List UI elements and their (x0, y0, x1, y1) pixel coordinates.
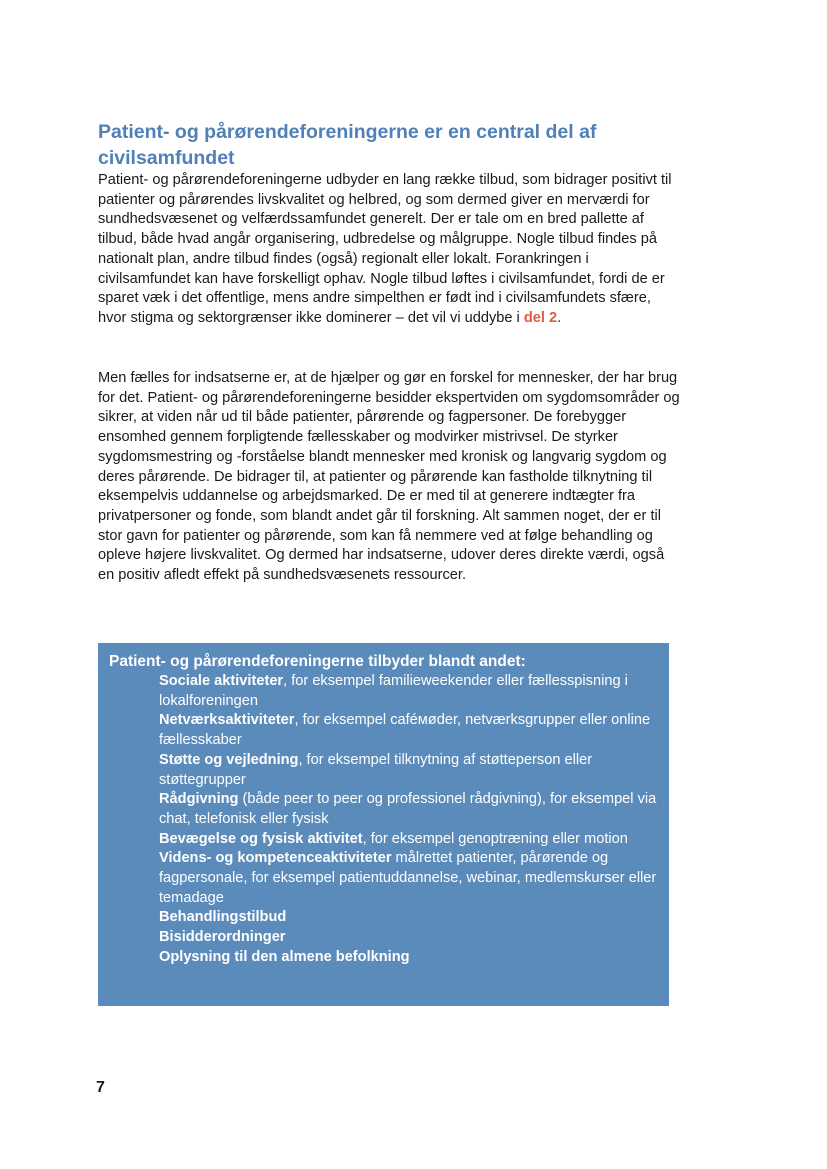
offer-item-title: Bevægelse og fysisk aktivitet (159, 830, 363, 847)
intro-paragraph-end: . (557, 309, 562, 326)
offer-item-title: Behandlingstilbud (159, 909, 287, 926)
offer-item-description: (både peer to peer og professionel rådgivning), for eksempel via chat, telefonisk eller fysisk (159, 791, 657, 827)
offer-list (159, 672, 659, 968)
offer-item (159, 672, 659, 711)
offer-item-description: , for eksempel caféмøder, netværksgrupper eller online fællesskaber (159, 712, 651, 749)
offers-infobox (98, 643, 669, 1006)
benefits-paragraph: Men fælles for indsatserne er, at de hjælper og gør en forskel for mennesker, der har brug for det. Patient- og pårørendeforeningerne besidder ekspertviden om sygdomsområder og sikrer, at viden når ud til både patienter, pårørende og fagpersoner. De forebygger ensomhed gennem forpligtende fællesskaber og modvirker mistrivsel. De styrker sygdomsmestring og -forståelse blandt mennesker med kronisk og langvarig sygdom og deres pårørende. De bidrager til, at patienter og pårørende kan fastholde tilknytning til eksempelvis uddannelse og arbejdsmarked. De er med til at generere indtægter fra privatpersoner og fonde, som blandt andet går til forskning. Alt sammen noget, der er til stor gavn for patienter og pårørende, som kan få nemmere ved at følge behandling og opleve højere livskvalitet. Og dermed har indsatserne, udover deres direkte værdi, også en positiv afledt effekt på sundhedsvæsenets ressourcer. (98, 370, 680, 584)
offer-item (159, 790, 659, 829)
offer-item-title: Støtte og vejledning (159, 751, 299, 768)
offer-item-description: , for eksempel tilknytning af støtteperson eller støttegrupper (159, 751, 593, 788)
part-2-link[interactable]: del 2 (523, 309, 558, 326)
offer-item-title: Netværksaktiviteter (159, 712, 295, 729)
offer-item-description: målrettet patienter, pårørende og fagpersonale, for eksempel patientuddannelse, webinar, medlemskurser eller temadage (159, 850, 657, 906)
section-heading: Patient- og pårørendeforeningerne er en central del af civilsamfundet (98, 121, 597, 169)
offer-item (159, 928, 659, 948)
offer-item-title: Videns- og kompetenceaktiviteter (159, 850, 392, 867)
offer-item-title: Sociale aktiviteter (159, 673, 284, 689)
offer-item (159, 849, 659, 908)
offer-item (159, 751, 659, 790)
offer-item (159, 711, 659, 750)
offer-item-description: , for eksempel genoptræning eller motion (362, 830, 628, 847)
offer-item-title: Bisidderordninger (159, 929, 286, 946)
intro-paragraph (98, 171, 683, 329)
offer-item-description: , for eksempel familieweekender eller fællesspisning i lokalforeningen (159, 673, 628, 709)
infobox-title: Patient- og pårørendeforeningerne tilbyder blandt andet: (109, 653, 526, 670)
intro-paragraph-text: Patient- og pårørendeforeningerne udbyder en lang række tilbud, som bidrager positivt til patienter og pårørendes livskvalitet og helbred, og som dermed giver en merværdi for sundhedsvæsenet og velfærdssamfundet generelt. Der er tale om en bred pallette af tilbud, både hvad angår organisering, udbredelse og målgruppe. Nogle tilbud findes på nationalt plan, andre tilbud findes (også) regionalt eller lokalt. Forankringen i civilsamfundet kan have forskelligt ophav. Nogle tilbud løftes i civilsamfundet, fordi de er sparet væk i det offentlige, mens andre simpelthen er født ind i civilsamfundets sfære, hvor stigma og sektorgrænser ikke dominerer – det vil vi uddybe i (98, 172, 672, 326)
offer-item (159, 830, 659, 850)
offer-item-title: Rådgivning (159, 791, 239, 808)
offer-item-title: Oplysning til den almene befolkning (159, 948, 410, 965)
offer-item (159, 908, 659, 928)
offer-item (159, 948, 659, 968)
page-number: 7 (96, 1079, 105, 1096)
